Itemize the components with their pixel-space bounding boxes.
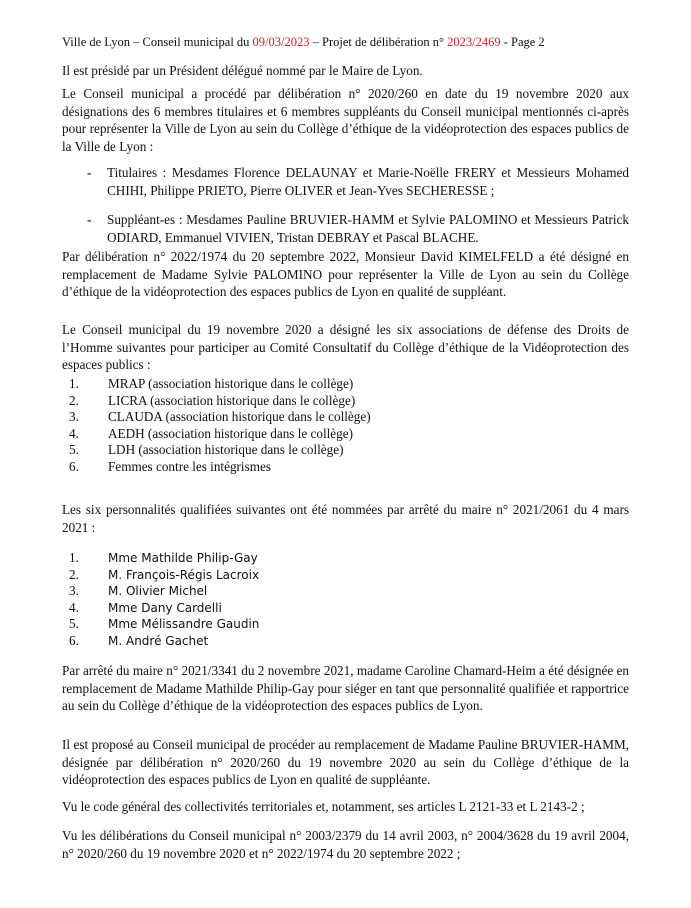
- bullet-dash: -: [87, 212, 92, 227]
- paragraph-chamard-heim: Par arrêté du maire n° 2021/3341 du 2 novembre 2021, madame Caroline Chamard-Heim a été désignée en remplacement de Madame Mathilde Philip-Gay pour siéger en tant que personnalité qualifiée et rapportrice au sein du Collège d’éthique de la vidéoprotection des espaces publics de Lyon.: [62, 663, 629, 714]
- bullet-text: Suppléant-es : Mesdames Pauline BRUVIER-HAMM et Sylvie PALOMINO et Messieurs Patrick ODIARD, Emmanuel VIVIEN, Tristan DEBRAY et Pascal BLACHE.: [107, 212, 629, 245]
- header-page-number: - Page 2: [500, 35, 545, 49]
- paragraph-personnalites-intro: Les six personnalités qualifiées suivantes ont été nommées par arrêté du maire n° 2021/2061 du 4 mars 2021 :: [62, 502, 629, 535]
- header-prefix: Ville de Lyon – Conseil municipal du: [62, 35, 253, 49]
- header-middle: – Projet de délibération n°: [309, 35, 448, 49]
- bullet-suppleants: [87, 211, 629, 246]
- bullet-dash: -: [87, 165, 92, 180]
- paragraph-associations-intro: Le Conseil municipal du 19 novembre 2020 a désigné les six associations de défense des Droits de l’Homme suivantes pour participer au Comité Consultatif du Collège d’éthique de la Vidéoprotection des espaces publics :: [62, 322, 629, 373]
- header-date: 09/03/2023: [252, 35, 310, 49]
- page-header: [62, 35, 545, 50]
- paragraph-remplacement: Il est proposé au Conseil municipal de procéder au remplacement de Madame Pauline BRUVIER-HAMM, désignée par délibération n° 2020/260 du 19 novembre 2020 au sein du Collège d’éthique de la vidéoprotection des espaces publics de Lyon en qualité de suppléante.: [62, 737, 629, 788]
- document-page: Ville de Lyon – Conseil municipal du 09/03/2023 – Projet de délibération n° 2023/2469 - Page 2 Il est présidé par un Président délégué nommé par le Maire de Lyon. Le Conseil municipal a procédé par délibération n° 2020/260 en date du 19 novembre 2020 aux désignations des 6 membres titulaires et 6 membres suppléants du Conseil municipal mentionnés ci-après pour représenter la Ville de Lyon au sein du Collège d’éthique de la vidéoprotection des espaces publics de la Ville de Lyon : - Titulaires : Mesdames Florence DELAUNAY et Marie-Noëlle FRERY et Messieurs Mohamed CHIHI, Philippe PRIETO, Pierre OLIVER et Jean-Yves SECHERESSE ; - Suppléant-es : Mesdames Pauline BRUVIER-HAMM et Sylvie PALOMINO et Messieurs Patrick ODIARD, Emmanuel VIVIEN, Tristan DEBRAY et Pascal BLACHE. Par délibération n° 2022/1974 du 20 septembre 2022, Monsieur David KIMELFELD a été désigné en remplacement de Madame Sylvie PALOMINO pour représenter la Ville de Lyon au sein du Collège d’éthique de la vidéoprotection des espaces publics de Lyon en qualité de suppléant. Le Conseil municipal du 19 novembre 2020 a désigné les six associations de défense des Droits de l’Homme suivantes pour participer au Comité Consultatif du Collège d’éthique de la Vidéoprotection des espaces publics : 1. MRAP (association historique dans le collège) 2. LICRA (association historique dans le collège) 3. CLAUDA (association historique dans le collège) 4. AEDH (association historique dans le collège) 5. LDH (association historique dans le collège) 6. Femmes contre les intégrismes Les six personnalités qualifiées suivantes ont été nommées par arrêté du maire n° 2021/2061 du 4 mars 2021 : 1. Mme Mathilde Philip-Gay 2. M. François-Régis Lacroix 3. M. Olivier Michel 4. Mme Dany Cardelli 5. Mme Mélissandre Gaudin 6. M. André Gachet Par arrêté du maire n° 2021/3341 du 2 novembre 2021, madame Caroline Chamard-Heim a été désignée en remplacement de Madame Mathilde Philip-Gay pour siéger en tant que personnalité qualifiée et rapportrice au sein du Collège d’éthique de la vidéoprotection des espaces publics de Lyon. Il est proposé au Conseil municipal de procéder au remplacement de Madame Pauline BRUVIER-HAMM, désignée par délibération n° 2020/260 du 19 novembre 2020 au sein du Collège d’éthique de la vidéoprotection des espaces publics de Lyon en qualité de suppléante. Vu le code général des collectivités territoriales et, notamment, ses articles L 2121-33 et L 2143-2 ; Vu les délibérations du Conseil municipal n° 2003/2379 du 14 avril 2003, n° 2004/3628 du 19 avril 2004, n° 2020/260 du 19 novembre 2020 et n° 2022/1974 du 20 septembre 2022 ;: [62, 35, 629, 861]
- paragraph-kimelfeld: Par délibération n° 2022/1974 du 20 septembre 2022, Monsieur David KIMELFELD a été désigné en remplacement de Madame Sylvie PALOMINO pour représenter la Ville de Lyon au sein du Collège d’éthique de la vidéoprotection des espaces publics de Lyon en qualité de suppléant.: [62, 249, 629, 300]
- paragraph-vu-code: Vu le code général des collectivités territoriales et, notamment, ses articles L 2121-33 et L 2143-2 ;: [62, 799, 585, 814]
- paragraph-designations: Le Conseil municipal a procédé par délibération n° 2020/260 en date du 19 novembre 2020 aux désignations des 6 membres titulaires et 6 membres suppléants du Conseil municipal mentionnés ci-après pour représenter la Ville de Lyon au sein du Collège d’éthique de la vidéoprotection des espaces publics de la Ville de Lyon :: [62, 86, 629, 154]
- header-project-number: 2023/2469: [447, 35, 501, 49]
- paragraph-vu-deliberations: Vu les délibérations du Conseil municipal n° 2003/2379 du 14 avril 2003, n° 2004/3628 du 19 avril 2004, n° 2020/260 du 19 novembre 2020 et n° 2022/1974 du 20 septembre 2022 ;: [62, 828, 629, 861]
- paragraph-president: Il est présidé par un Président délégué nommé par le Maire de Lyon.: [62, 63, 423, 78]
- bullet-titulaires: [87, 164, 629, 199]
- bullet-text: Titulaires : Mesdames Florence DELAUNAY et Marie-Noëlle FRERY et Messieurs Mohamed CHIHI, Philippe PRIETO, Pierre OLIVER et Jean-Yves SECHERESSE ;: [107, 165, 629, 198]
